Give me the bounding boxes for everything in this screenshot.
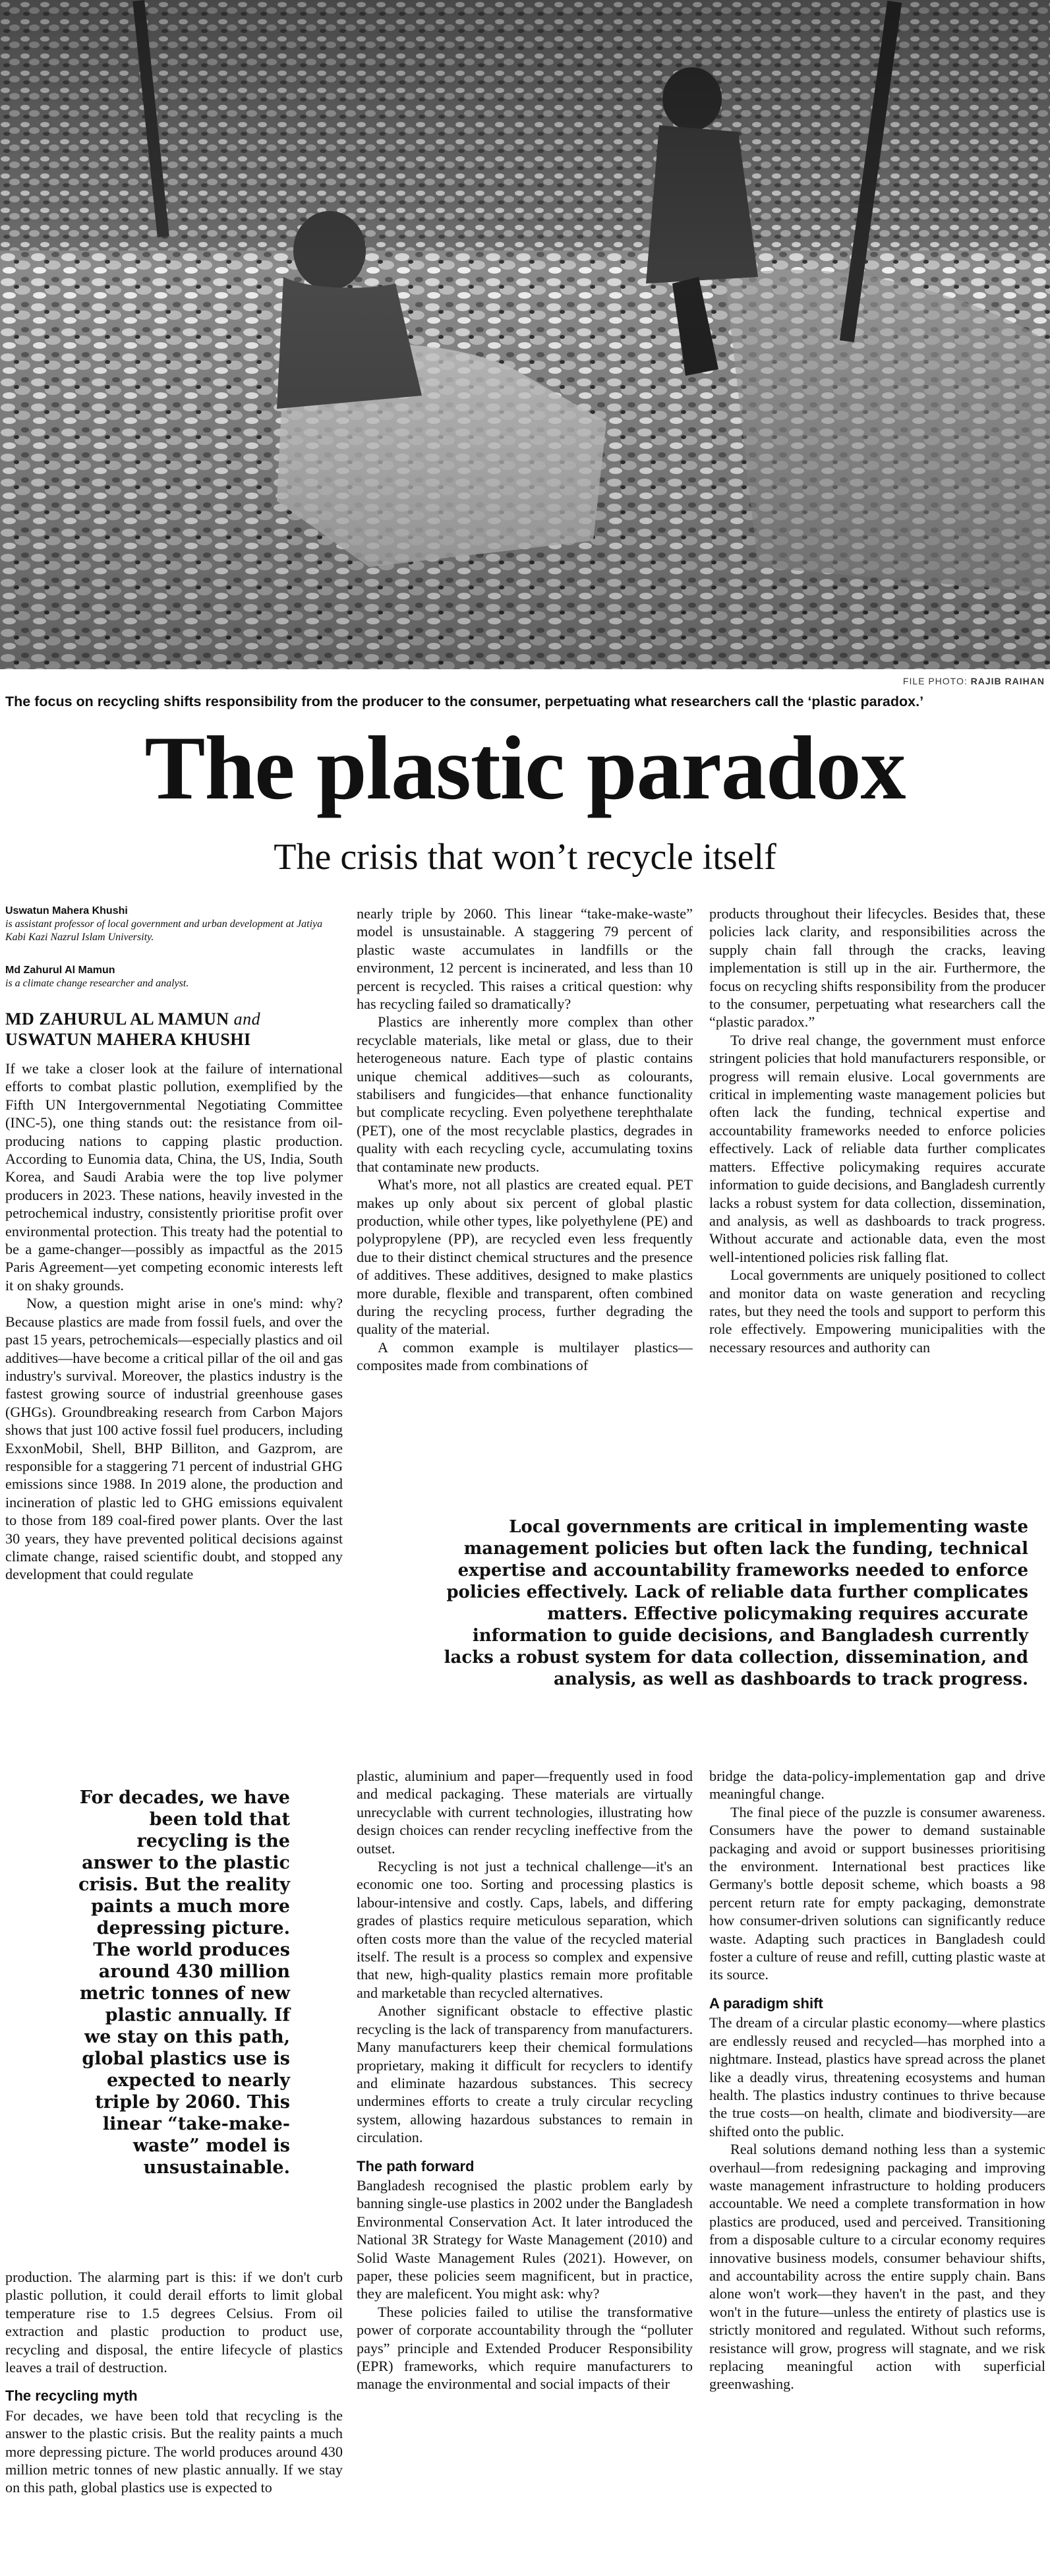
column-3-top bbox=[709, 905, 1045, 1511]
body-paragraph: If we take a closer look at the failure of international efforts to combat plastic pollution, exemplified by the Fifth UN Intergovernmental Negotiating Committee (INC-5), one thing stands out: the resistance from oil-producing nations to capping plastic production. According to Eunomia data, China, the US, India, South Korea, and Saudi Arabia were the top live polymer producers in 2023. These nations, heavily invested in the petrochemical industry, consistently prioritise profit over environmental protection. This treaty had the potential to be a game-changer—possibly as impactful as the 2015 Paris Agreement—yet competing economic interests left it on shaky grounds. bbox=[5, 1060, 343, 1294]
section-heading: The recycling myth bbox=[5, 2387, 138, 2405]
body-paragraph: Now, a question might arise in one's mind: why? Because plastics are made from fossil fuels, and over the past 15 years, petrochemicals—especially plastics and oil additives—have become a critical pillar of the oil and gas industry's survival. Moreover, the plastics industry is the fastest growing source of industrial greenhouse gases (GHGs). Groundbreaking research from Carbon Majors shows that just 100 active fossil fuel producers, including ExxonMobil, Shell, BHP Billiton, and Gazprom, are responsible for a staggering 71 percent of industrial GHG emissions since 1988. In 2019 alone, the production and incineration of plastic led to GHG emissions equivalent to those from 189 coal-fired power plants. Over the last 30 years, they have prevented political decisions against climate change, raised scientific doubt, and stopped any development that could regulate bbox=[5, 1295, 343, 1583]
section-heading: A paradigm shift bbox=[709, 1994, 823, 2012]
subheadline: The crisis that won’t recycle itself bbox=[274, 837, 776, 878]
body-paragraph: production. The alarming part is this: if we don't curb plastic pollution, it could derail efforts to limit global temperature rise to 1.5 degrees Celsius. From oil extraction and plastic production to product use, recycling and disposal, the entire lifecycle of plastics leaves a trail of destruction. bbox=[5, 2269, 343, 2376]
column-1-bottom bbox=[5, 2268, 343, 2571]
photo-credit-name: RAJIB RAIHAN bbox=[970, 676, 1045, 686]
photo-caption: The focus on recycling shifts responsibility from the producer to the consumer, perpetuating what researchers call the ‘plastic paradox.’ bbox=[5, 694, 924, 709]
body-paragraph: plastic, aluminium and paper—frequently used in food and medical packaging. These materials are virtually unrecyclable with current technologies, illustrating how design choices can render recycling ineffective from the outset. bbox=[357, 1768, 693, 1857]
column-2-bottom bbox=[357, 1767, 693, 2575]
author-bio-1 bbox=[5, 905, 341, 944]
body-paragraph: Another significant obstacle to effective plastic recycling is the lack of transparency from manufacturers. Many manufacturers keep their chemical formulations proprietary, making it difficult for recyclers to identify and eliminate hazardous substances. This secrecy undermines efforts to create a truly circular recycling system, allowing hazardous substances to remain in circulation. bbox=[357, 2002, 693, 2146]
body-paragraph: The final piece of the puzzle is consumer awareness. Consumers have the power to demand sustainable packaging and avoid or support businesses prioritising the environment. International best practices like Germany's bottle deposit scheme, which boasts a 98 percent return rate for empty packaging, demonstrate how consumer-driven solutions can significantly reduce waste. Adapting such practices in Bangladesh could foster a culture of reuse and refill, cutting plastic waste at its source. bbox=[709, 1803, 1045, 1983]
author-bio-name: Md Zahurul Al Mamun bbox=[5, 965, 115, 976]
column-2-top bbox=[357, 905, 693, 1511]
body-paragraph: What's more, not all plastics are created equal. PET makes up only about six percent of global plastic production, while other types, like polyethylene (PE) and polypropylene (PP), are recycled even less frequently due to their distinct chemical structures and the presence of additives. These additives, designed to make plastics more durable, flexible and transparent, often combined during the recycling process, further degrading the quality of the material. bbox=[357, 1176, 693, 1338]
body-paragraph: A common example is multilayer plastics—composites made from combinations of bbox=[357, 1338, 693, 1374]
body-paragraph: Recycling is not just a technical challenge—it's an economic one too. Sorting and processing plastics is labour-intensive and costly. Caps, labels, and differing grades of plastics require meticulous separation, which often costs more than the value of the recycled material itself. The result is a process so complex and expensive that new, high-quality plastics remain more profitable and marketable than recycled alternatives. bbox=[357, 1858, 693, 2001]
author-bio-desc: is assistant professor of local government and urban development at Jatiya Kabi Kazi Nazrul Islam University. bbox=[5, 918, 323, 943]
body-paragraph: Plastics are inherently more complex than other recyclable materials, like metal or glass, due to their heterogeneous nature. Each type of plastic contains unique chemical additives—such as colourants, stabilisers and fungicides—that enhance functionality but complicate recycling. Even polyethene terephthalate (PET), one of the most recyclable plastics, degrades in quality with each recycling cycle, accumulating toxins that contaminate new products. bbox=[357, 1013, 693, 1175]
body-paragraph: To drive real change, the government must enforce stringent policies that hold manufacturers responsible, or progress will remain elusive. Local governments are critical in implementing waste management policies but often lack the funding, technical expertise and accountability frameworks needed to enforce policies effectively. Lack of reliable data further complicates matters. Effective policymaking requires accurate information to guide decisions, and Bangladesh currently lacks a robust system for data collection, dissemination, and analysis, as well as dashboards to track progress. Without accurate and actionable data, even the most well-intentioned policies risk falling flat. bbox=[709, 1031, 1045, 1265]
author-bio-2 bbox=[5, 964, 341, 990]
author-bio-name: Uswatun Mahera Khushi bbox=[5, 905, 128, 916]
body-paragraph: For decades, we have been told that recycling is the answer to the plastic crisis. But the reality paints a much more depressing picture. The world produces around 430 million metric tonnes of new plastic annually. If we stay on this path, global plastics use is expected to bbox=[5, 2407, 343, 2496]
lead-photo bbox=[0, 0, 1050, 669]
photo-credit-label: FILE PHOTO: bbox=[902, 676, 968, 686]
column-3-bottom bbox=[709, 1767, 1045, 2575]
body-paragraph: Real solutions demand nothing less than a systemic overhaul—from redesigning packaging and improving waste management infrastructure to holding producers accountable. We need a complete transformation in how plastics are produced, used and perceived. Transitioning from a disposable culture to a circular economy requires innovative business models, consumer behaviour shifts, and accountability across the entire supply chain. Bans alone won't work—they haven't in the past, and they won't in the future—unless the entirety of plastics use is strictly monitored and regulated. Without such reforms, resistance will grow, progress will stagnate, and we risk replacing meaningful action with superficial greenwashing. bbox=[709, 2141, 1045, 2393]
body-paragraph: products throughout their lifecycles. Besides that, these policies lack clarity, and responsibilities across the supply chain fall through the cracks, leaving implementation is still up in the air. Furthermore, the focus on recycling shifts responsibility from the producer to the consumer, perpetuating what researchers call the “plastic paradox.” bbox=[709, 905, 1045, 1031]
body-paragraph: nearly triple by 2060. This linear “take-make-waste” model is unsustainable. A staggering 79 percent of plastic waste accumulates in landfills or the environment, 12 percent is incinerated, and less than 10 percent is recycled. This raises a critical question: why has recycling failed so dramatically? bbox=[357, 905, 693, 1013]
body-paragraph: These policies failed to utilise the transformative power of corporate accountability through the “polluter pays” principle and Extended Producer Responsibility (EPR) frameworks, which require manufacturers to manage the environmental and social impacts of their bbox=[357, 2303, 693, 2393]
byline-author-2: USWATUN MAHERA KHUSHI bbox=[5, 1030, 251, 1049]
byline-author-1: MD ZAHURUL AL MAMUN bbox=[5, 1009, 229, 1029]
photo-credit bbox=[903, 676, 1045, 686]
author-bio-desc: is a climate change researcher and analyst. bbox=[5, 978, 189, 989]
body-paragraph: The dream of a circular plastic economy—where plastics are endlessly reused and recycled—has morphed into a nightmare. Instead, plastics have spread across the planet like a deadly virus, threatening ecosystems and human health. The plastics industry continues to thrive because the true costs—on health, climate and biodiversity—are shifted onto the public. bbox=[709, 2014, 1045, 2140]
column-1-top bbox=[5, 1060, 343, 1765]
headline: The plastic paradox bbox=[144, 717, 906, 818]
pull-quote-2: For decades, we have been told that recycling is the answer to the plastic crisis. But the reality paints a much more depressing picture. The world produces around 430 million metric tonnes of new plastic annually. If we stay on this path, global plastics use is expected to nearly triple by 2060. This linear “take-make-waste” model is unsustainable. bbox=[78, 1787, 290, 2178]
body-paragraph: bridge the data-policy-implementation gap and drive meaningful change. bbox=[709, 1768, 1045, 1803]
byline-and: and bbox=[233, 1009, 261, 1029]
section-heading: The path forward bbox=[357, 2157, 475, 2174]
body-paragraph: Local governments are uniquely positioned to collect and monitor data on waste generation and recycling rates, but they need the tools and support to perform this role effectively. Empowering municipalities with the necessary resources and authority can bbox=[709, 1267, 1045, 1356]
byline bbox=[5, 1009, 348, 1050]
body-paragraph: Bangladesh recognised the plastic problem early by banning single-use plastics in 2002 under the Bangladesh Environmental Conservation Act. It later introduced the National 3R Strategy for Waste Management (2010) and Solid Waste Management Rules (2021). However, on paper, these policies seem magnificent, but in practice, they are maleficent. You might ask: why? bbox=[357, 2176, 693, 2302]
pull-quote-1: Local governments are critical in implementing waste management policies but often lack the funding, technical expertise and accountability frameworks needed to enforce policies effectively. Lack of reliable data further complicates matters. Effective policymaking requires accurate information to guide decisions, and Bangladesh currently lacks a robust system for data collection, dissemination, and analysis, as well as dashboards to track progress. bbox=[444, 1517, 1028, 1689]
